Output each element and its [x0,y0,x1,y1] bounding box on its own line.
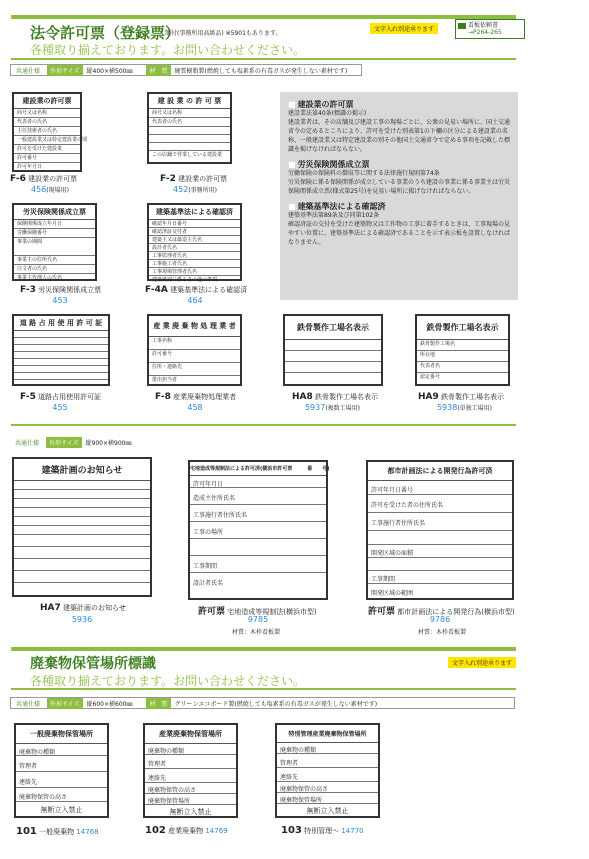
sign-board-f3 [12,203,97,281]
board-line [14,490,150,499]
board-line: 事業主の住所氏名 [14,256,95,265]
board-line: 商号又は名称 [14,109,80,118]
board-line [14,345,108,352]
board-line [14,526,150,535]
board-code: 453 [52,296,68,305]
sign-board-toshi [366,460,514,600]
board-line: 管理者 [145,755,236,769]
info-body: 建設業法第40条(標識の掲示) 建設業者は、その店舗及び建設工事の現場ごとに、公衆の見易い場所に、国土交通省令の定めるところにより、許可を受けた別表第1の下欄の区分による建設業の名称、一般建設業又は特定建設業の別その他国土交通省令で定める事項を記載した標識を掲げなければならない。 [288,110,511,153]
spec-row [10,436,160,448]
board-line: 工事現場管理者氏名 [149,268,240,276]
board-line: 許可年月日番号 [368,481,512,495]
board-line: 建築確認に係るその他の事項 [152,277,218,283]
board-line: 保険関係成立年月日 [14,220,95,229]
board-line [368,531,512,545]
board-line: この店舗で営業している建設業 [152,152,223,158]
board-line: 廃棄物の種類 [145,744,236,755]
board-code: 5936 [71,615,93,624]
board-line: 確認年月日番号 [149,220,240,228]
board-line: 廃棄物保管場所 [145,794,236,805]
board-line [14,508,150,517]
sign-board-takuchi [188,460,328,600]
board-line: 住所・連絡先 [149,363,240,376]
board-code: 458 [187,403,203,412]
board-line [14,380,108,387]
info-heading: ■ 労災保険関係成立票 [288,160,510,169]
board-caption: 許可票 都市計画法による開発行為(横浜市型) [368,607,515,617]
board-caption: F-5 道路占用使用許可証 [20,392,102,402]
section-subtitle: 各種取り揃えております。お問い合わせください。 [30,43,306,57]
spec-size-val: 縦900×横900㎜ [85,439,132,447]
ref-label: 看板依頼書 [468,22,499,29]
board-line [14,331,108,338]
board-material: 材質：木枠看板製 [418,629,467,636]
board-line: 設計者氏名 [193,580,224,587]
section-bar [11,15,516,19]
board-line: 連絡先 [277,768,378,782]
board-line: 工事施工者氏名 [149,260,240,268]
spec-size-val: 縦400×横500㎜ [86,67,133,75]
board-line: 確認済証交付者 [149,228,240,236]
board-line: 一般建設業又は特定建設業の別 [14,136,80,145]
board-title: 産 業 廃 棄 物 処 理 業 者 [149,316,240,337]
board-line: 開発区域の面積 [368,545,512,558]
section-title-note: 額付(事務所用高級品) ※5901もあります。 [165,30,282,37]
board-line: 代表者名 [417,362,508,373]
board-line: 工事施行者住所氏名 [368,513,512,531]
board-line: 所在地 [417,351,508,362]
board-line: 設計者氏名 [149,244,240,252]
board-code: 455 [52,403,68,412]
board-line: 排出担当者 [152,377,178,383]
board-line [285,362,381,373]
board-caption: 103 特別管理〜 14770 [281,825,364,836]
section-title: 法令許可票（登録票） [30,24,181,42]
board-title: 建 設 業 の 許 可 票 [149,94,230,109]
lettering-badge: 文字入れ別途承ります [448,657,516,668]
board-line [14,352,108,359]
board-line: 許可を受けた者の住所氏名 [368,495,512,513]
board-line: 建築主又は築造主氏名 [149,236,240,244]
board-line: 廃棄物の種類 [277,743,378,754]
sign-board-102 [143,723,238,818]
spec-label: 共通仕様 [16,67,41,75]
sign-board-103 [275,723,380,818]
board-line [149,143,230,151]
board-code: 5938(単独工場用) [436,403,493,412]
board-line: 開発区域の範囲 [371,590,414,597]
info-heading: ■ 建築基準法による確認済 [288,202,510,211]
sign-board-ha8 [283,314,383,386]
board-line: 廃棄物保管の高さ [145,783,236,794]
section-underline [11,688,516,690]
sign-board-f4a [147,203,242,281]
spec-size-key: 外形サイズ [47,65,83,76]
board-line [14,559,150,571]
spec-label: 共通仕様 [15,439,40,447]
spec-mat-key: 材 質 [146,65,170,76]
legal-info-box [280,92,518,300]
board-title: 建設業の許可票 [14,94,80,109]
board-footer: 無断立入禁止 [306,807,349,815]
board-line [14,547,150,559]
spec-size-key: 外形サイズ [46,437,82,448]
board-caption: 101 一般廃棄物 14768 [16,826,99,837]
ref-pages: →P264-265 [468,29,502,36]
spec-label: 共通仕様 [16,700,41,708]
board-line: 工事施行者住所氏名 [190,505,326,522]
spec-row [10,64,362,76]
board-line [14,338,108,345]
board-line: 廃棄物保管の高さ [277,782,378,793]
spec-mat-key: 材 質 [146,698,170,709]
spec-size-key: 外形サイズ [47,698,83,709]
board-line: 注文者の氏名 [14,265,95,274]
board-caption: F-6 建設業の許可票 [10,174,78,184]
board-caption: F-3 労災保険関係成立票 [20,285,102,295]
section-bar [11,647,516,651]
board-line: 工事監理者氏名 [149,252,240,260]
section-subtitle: 各種取り揃えております。お問い合わせください。 [30,674,306,688]
board-caption: 許可票 宅地造成等規制法(横浜市型) [198,607,317,617]
board-title: 鉄骨製作工場名表示 [417,316,508,340]
board-line: 認定番号 [420,374,441,380]
board-line: 許可を受けた建設業 [14,145,80,154]
board-line: 連絡先 [16,772,107,788]
board-line: 許可年月日 [17,164,43,170]
board-line: 事業主代理人の氏名 [17,275,63,281]
lettering-badge: 文字入れ別途承ります [370,23,438,34]
board-footer: 無断立入禁止 [40,806,83,814]
section-divider [11,424,516,426]
board-line: 管理者 [277,754,378,768]
spec-mat-val: グリーンエコボード製(燃焼しても塩素系の有毒ガスが発生しない素材です) [174,700,378,708]
board-caption: HA9 鉄骨製作工場名表示 [418,392,504,402]
board-title: 特別管理産業廃棄物保管場所 [277,725,378,743]
section-title: 廃棄物保管場所標識 [30,656,156,672]
board-title: 建築基準法による確認済 [149,205,240,220]
spec-row [10,697,515,709]
board-line: 商号又は名称 [149,109,230,118]
spec-mat-val: 硬質樹脂製(燃焼しても塩素系の有毒ガスが発生しない素材です) [174,67,348,75]
board-line [14,359,108,366]
board-line [285,373,381,384]
board-line: 代表者の氏名 [14,118,80,127]
board-footer: 無断立入禁止 [169,808,212,816]
board-material: 材質：木枠看板製 [232,629,281,636]
board-title: 都市計画法による開発行為許可済 [368,462,512,481]
board-line [285,340,381,351]
board-line: 事業の期間 [14,238,95,256]
board-line [14,535,150,547]
sign-board-f8 [147,314,242,386]
board-code: 456(現場用) [31,185,69,194]
board-code: 5937(複数工場用) [304,403,361,412]
board-line: 管理者 [16,756,107,772]
board-caption: F-4A 建築基準法による確認済 [145,285,248,295]
sign-board-f2 [147,92,232,164]
board-line [149,135,230,143]
book-icon [458,23,466,29]
board-caption: 102 産業廃棄物 14769 [145,825,228,836]
info-body: 建築基準法第89条及び同第102条 確認済証の交付を受けた建築物又は工作物の工事に着手するときは、工事現場の見やすい位置に、建築基準法による確認済であることを示す表示板を設置しなければなりません。 [288,212,511,246]
sign-board-ha9 [415,314,510,386]
board-line: 連絡先 [145,769,236,783]
board-line: 廃棄物保管場所 [277,793,378,804]
board-line [149,127,230,135]
board-code: 464 [187,296,203,305]
board-line: 主任技術者の氏名 [14,127,80,136]
board-code: 452(事務所用) [173,185,217,194]
board-title: 一般廃棄物保管場所 [16,725,107,744]
board-line: 廃棄物の種類 [16,744,107,756]
board-line [190,539,326,556]
section-underline [11,58,516,60]
board-code: 9786 [429,615,451,624]
board-line: 工事の場所 [190,522,326,539]
sign-board-f6 [12,92,88,172]
board-line: 許可番号 [149,350,240,363]
board-caption: HA7 建築計画のお知らせ [40,603,126,613]
board-line: 鉄骨製作工場名 [417,340,508,351]
board-title: 鉄骨製作工場名表示 [285,316,381,340]
board-title: 道 路 占 用 使 用 許 可 証 [14,316,108,331]
board-title: 産業廃棄物保管場所 [145,725,236,744]
board-line: 許可年月日 [190,476,326,488]
board-line [14,517,150,526]
board-line [14,373,108,380]
board-line: 廃棄物保管の高さ [16,788,107,802]
info-body: 労働保険の保険料の徴収等に関する法律施行規則第74条 労災保険に係る保険関係が成立している事業のうち建設の事業に係る事業主は労災保険関係成立票(様式第25号)を見易い場所に掲げなければならない。 [288,170,511,195]
board-line: 工事名称 [149,337,240,350]
board-line [14,499,150,508]
sign-board-101 [14,723,109,818]
board-line [285,351,381,362]
board-line: 工事期間 [368,571,512,584]
board-line [14,571,150,583]
board-caption: HA8 鉄骨製作工場名表示 [292,392,378,402]
sign-board-f5 [12,314,110,386]
board-title: 労災保険関係成立票 [14,205,95,220]
spec-size-val: 縦600×横600㎜ [86,700,133,708]
board-line: 許可番号 [14,154,80,163]
board-caption: F-8 産業廃棄物処理業者 [155,392,237,402]
board-caption: F-2 建設業の許可票 [160,174,228,184]
ref-box[interactable] [455,19,525,39]
board-code: 9785 [247,615,269,624]
board-title: 建築計画のお知らせ [14,459,150,481]
board-line: 代表者の氏名 [149,118,230,127]
board-line: 工事期間 [190,556,326,573]
board-title: 宅地造成等規制法による許可済(横浜市許可票 番 号) [190,462,326,476]
board-line [14,583,150,597]
board-line [368,558,512,571]
board-line [14,481,150,490]
board-line: 造成主住所氏名 [190,488,326,505]
board-line: 労働保険番号 [14,229,95,238]
board-line [14,366,108,373]
sign-board-ha7 [12,457,152,597]
info-heading: ■ 建設業の許可票 [288,100,510,109]
